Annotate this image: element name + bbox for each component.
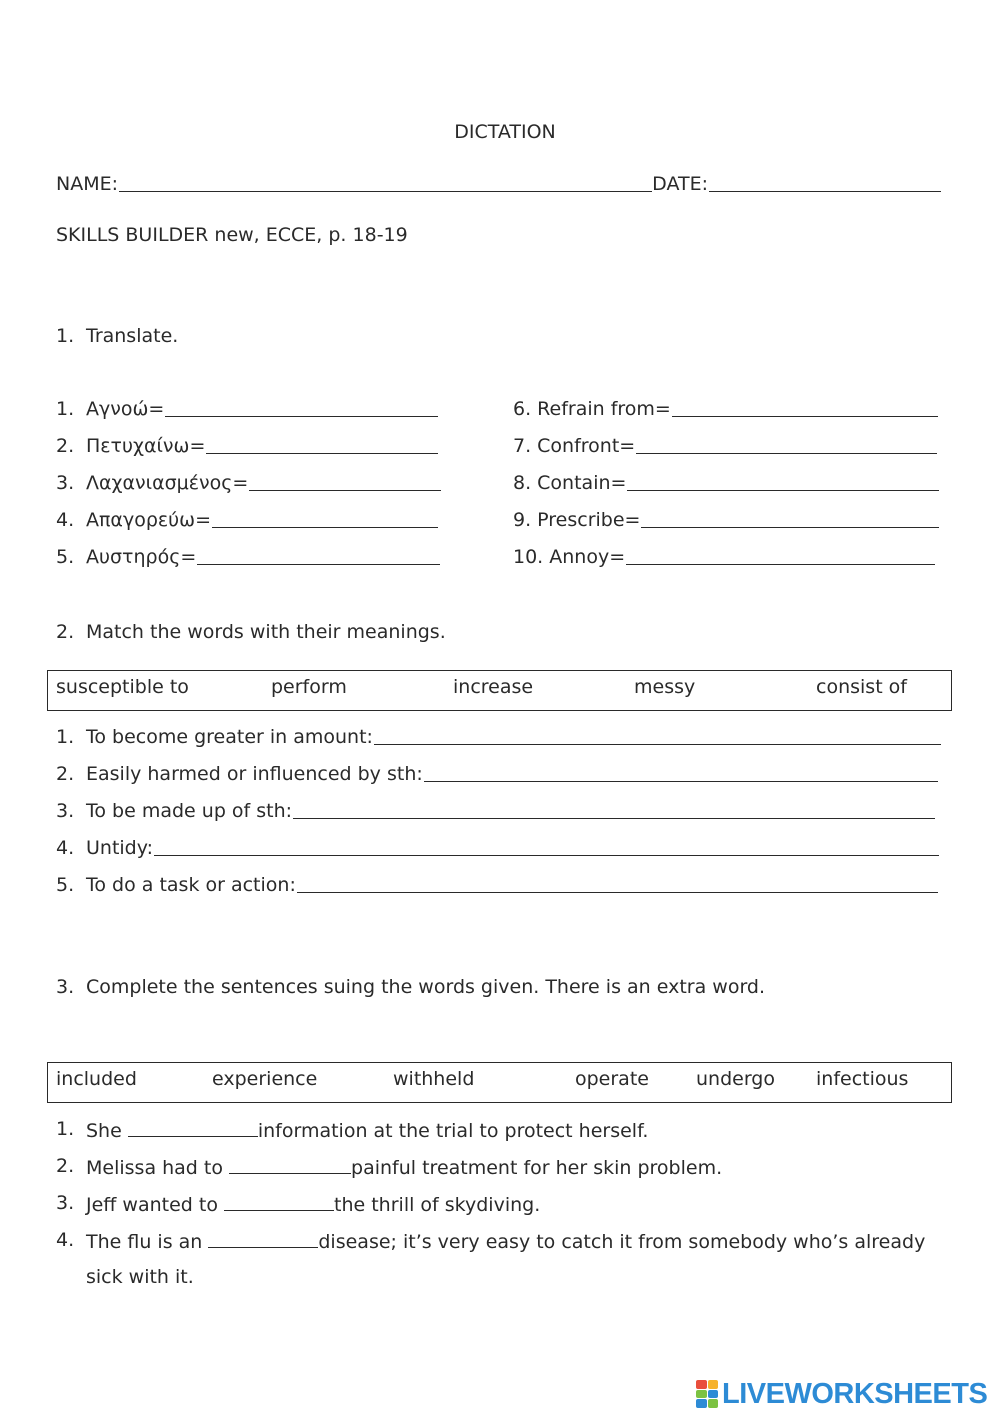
sentence: [86, 1231, 925, 1252]
english-word: 6. Refrain from=: [513, 398, 671, 420]
list-number: 3.: [56, 1192, 75, 1214]
word-bank-item: experience: [212, 1068, 318, 1090]
list-item: [86, 511, 438, 530]
answer-field[interactable]: [212, 527, 438, 528]
english-word: 10. Annoy=: [513, 546, 626, 568]
list-item: [86, 876, 938, 895]
word-bank-item: consist of: [816, 676, 907, 698]
word-bank-item: perform: [271, 676, 347, 698]
liveworksheets-logo: [696, 1378, 987, 1410]
gap-field[interactable]: [128, 1120, 258, 1137]
word-bank-item: susceptible to: [56, 676, 189, 698]
list-item: [86, 765, 938, 784]
date-field[interactable]: [709, 191, 941, 192]
sentence-end: the thrill of skydiving.: [334, 1194, 541, 1216]
answer-field[interactable]: [626, 564, 935, 565]
list-number: 3.: [56, 800, 75, 822]
list-item: [513, 437, 937, 456]
list-number: 2.: [56, 763, 75, 785]
name-label: NAME:: [56, 173, 119, 195]
definition-text: To be made up of sth:: [86, 800, 293, 822]
list-item: [86, 548, 440, 567]
answer-field[interactable]: [627, 490, 939, 491]
list-item: [86, 400, 438, 419]
answer-field[interactable]: [636, 453, 937, 454]
english-word: 9. Prescribe=: [513, 509, 641, 531]
word-bank-box: [47, 670, 952, 711]
greek-word: Απαγορεύω=: [86, 509, 211, 531]
list-number: 4.: [56, 837, 75, 859]
sentence: [86, 1157, 722, 1178]
english-word: 7. Confront=: [513, 435, 636, 457]
name-date-row: [56, 175, 941, 194]
sentence-end: information at the trial to protect herself.: [257, 1120, 649, 1142]
greek-word: Λαχανιασμένος=: [86, 472, 249, 494]
sentence-start: The flu is an: [86, 1231, 209, 1253]
definition-text: Easily harmed or influenced by sth:: [86, 763, 423, 785]
list-item: [513, 511, 939, 530]
ex1-number: 1.: [56, 325, 75, 347]
sentence-end: painful treatment for her skin problem.: [351, 1157, 723, 1179]
list-number: 4.: [56, 1229, 75, 1251]
answer-field[interactable]: [197, 564, 440, 565]
word-bank-box: [47, 1062, 952, 1103]
list-number: 2.: [56, 435, 75, 457]
word-bank-item: messy: [634, 676, 696, 698]
answer-field[interactable]: [672, 416, 938, 417]
answer-field[interactable]: [293, 818, 935, 819]
word-bank-item: withheld: [393, 1068, 475, 1090]
greek-word: Πετυχαίνω=: [86, 435, 206, 457]
sentence-start: Jeff wanted to: [86, 1194, 225, 1216]
definition-text: To become greater in amount:: [86, 726, 373, 748]
sentence: [86, 1120, 648, 1141]
answer-field[interactable]: [165, 416, 438, 417]
list-number: 2.: [56, 1155, 75, 1177]
ex2-number: 2.: [56, 621, 75, 643]
gap-field[interactable]: [224, 1194, 334, 1211]
answer-field[interactable]: [297, 892, 938, 893]
source-reference: SKILLS BUILDER new, ECCE, p. 18-19: [56, 224, 408, 246]
word-bank-item: operate: [575, 1068, 649, 1090]
list-number: 5.: [56, 874, 75, 896]
greek-word: Αγνοώ=: [86, 398, 165, 420]
gap-field[interactable]: [229, 1157, 351, 1174]
definition-text: Untidy:: [86, 837, 154, 859]
word-bank-item: undergo: [696, 1068, 775, 1090]
answer-field[interactable]: [249, 490, 441, 491]
list-item: [86, 802, 935, 821]
list-number: 1.: [56, 726, 75, 748]
ex2-instruction: Match the words with their meanings.: [86, 621, 446, 643]
list-number: 1.: [56, 1118, 75, 1140]
list-item: [513, 474, 939, 493]
answer-field[interactable]: [641, 527, 939, 528]
ex1-instruction: Translate.: [86, 325, 179, 347]
word-bank-item: infectious: [816, 1068, 909, 1090]
answer-field[interactable]: [154, 855, 939, 856]
liveworksheets-icon: [696, 1380, 718, 1408]
sentence-end: disease; it’s very easy to catch it from somebody who’s already: [318, 1231, 926, 1253]
english-word: 8. Contain=: [513, 472, 627, 494]
definition-text: To do a task or action:: [86, 874, 296, 896]
word-bank-item: included: [56, 1068, 137, 1090]
logo-text: LIVEWORKSHEETS: [722, 1377, 988, 1410]
ex3-instruction: Complete the sentences suing the words given. There is an extra word.: [86, 976, 766, 998]
list-number: 5.: [56, 546, 75, 568]
list-item: [513, 400, 938, 419]
list-item: [86, 728, 941, 747]
sentence: [86, 1194, 540, 1215]
sentence-start: She: [86, 1120, 128, 1142]
list-number: 3.: [56, 472, 75, 494]
list-item: [513, 548, 935, 567]
sentence-start: Melissa had to: [86, 1157, 230, 1179]
ex3-number: 3.: [56, 976, 75, 998]
answer-field[interactable]: [374, 744, 941, 745]
name-field[interactable]: [119, 191, 652, 192]
word-bank-item: increase: [453, 676, 534, 698]
list-number: 1.: [56, 398, 75, 420]
answer-field[interactable]: [206, 453, 438, 454]
list-item: [86, 437, 438, 456]
date-label: DATE:: [652, 173, 708, 195]
list-item: [86, 474, 441, 493]
list-number: 4.: [56, 509, 75, 531]
list-item: [86, 839, 939, 858]
answer-field[interactable]: [424, 781, 938, 782]
sentence-continuation: sick with it.: [86, 1266, 194, 1288]
greek-word: Αυστηρός=: [86, 546, 197, 568]
gap-field[interactable]: [208, 1231, 318, 1248]
page-title: DICTATION: [454, 121, 556, 143]
